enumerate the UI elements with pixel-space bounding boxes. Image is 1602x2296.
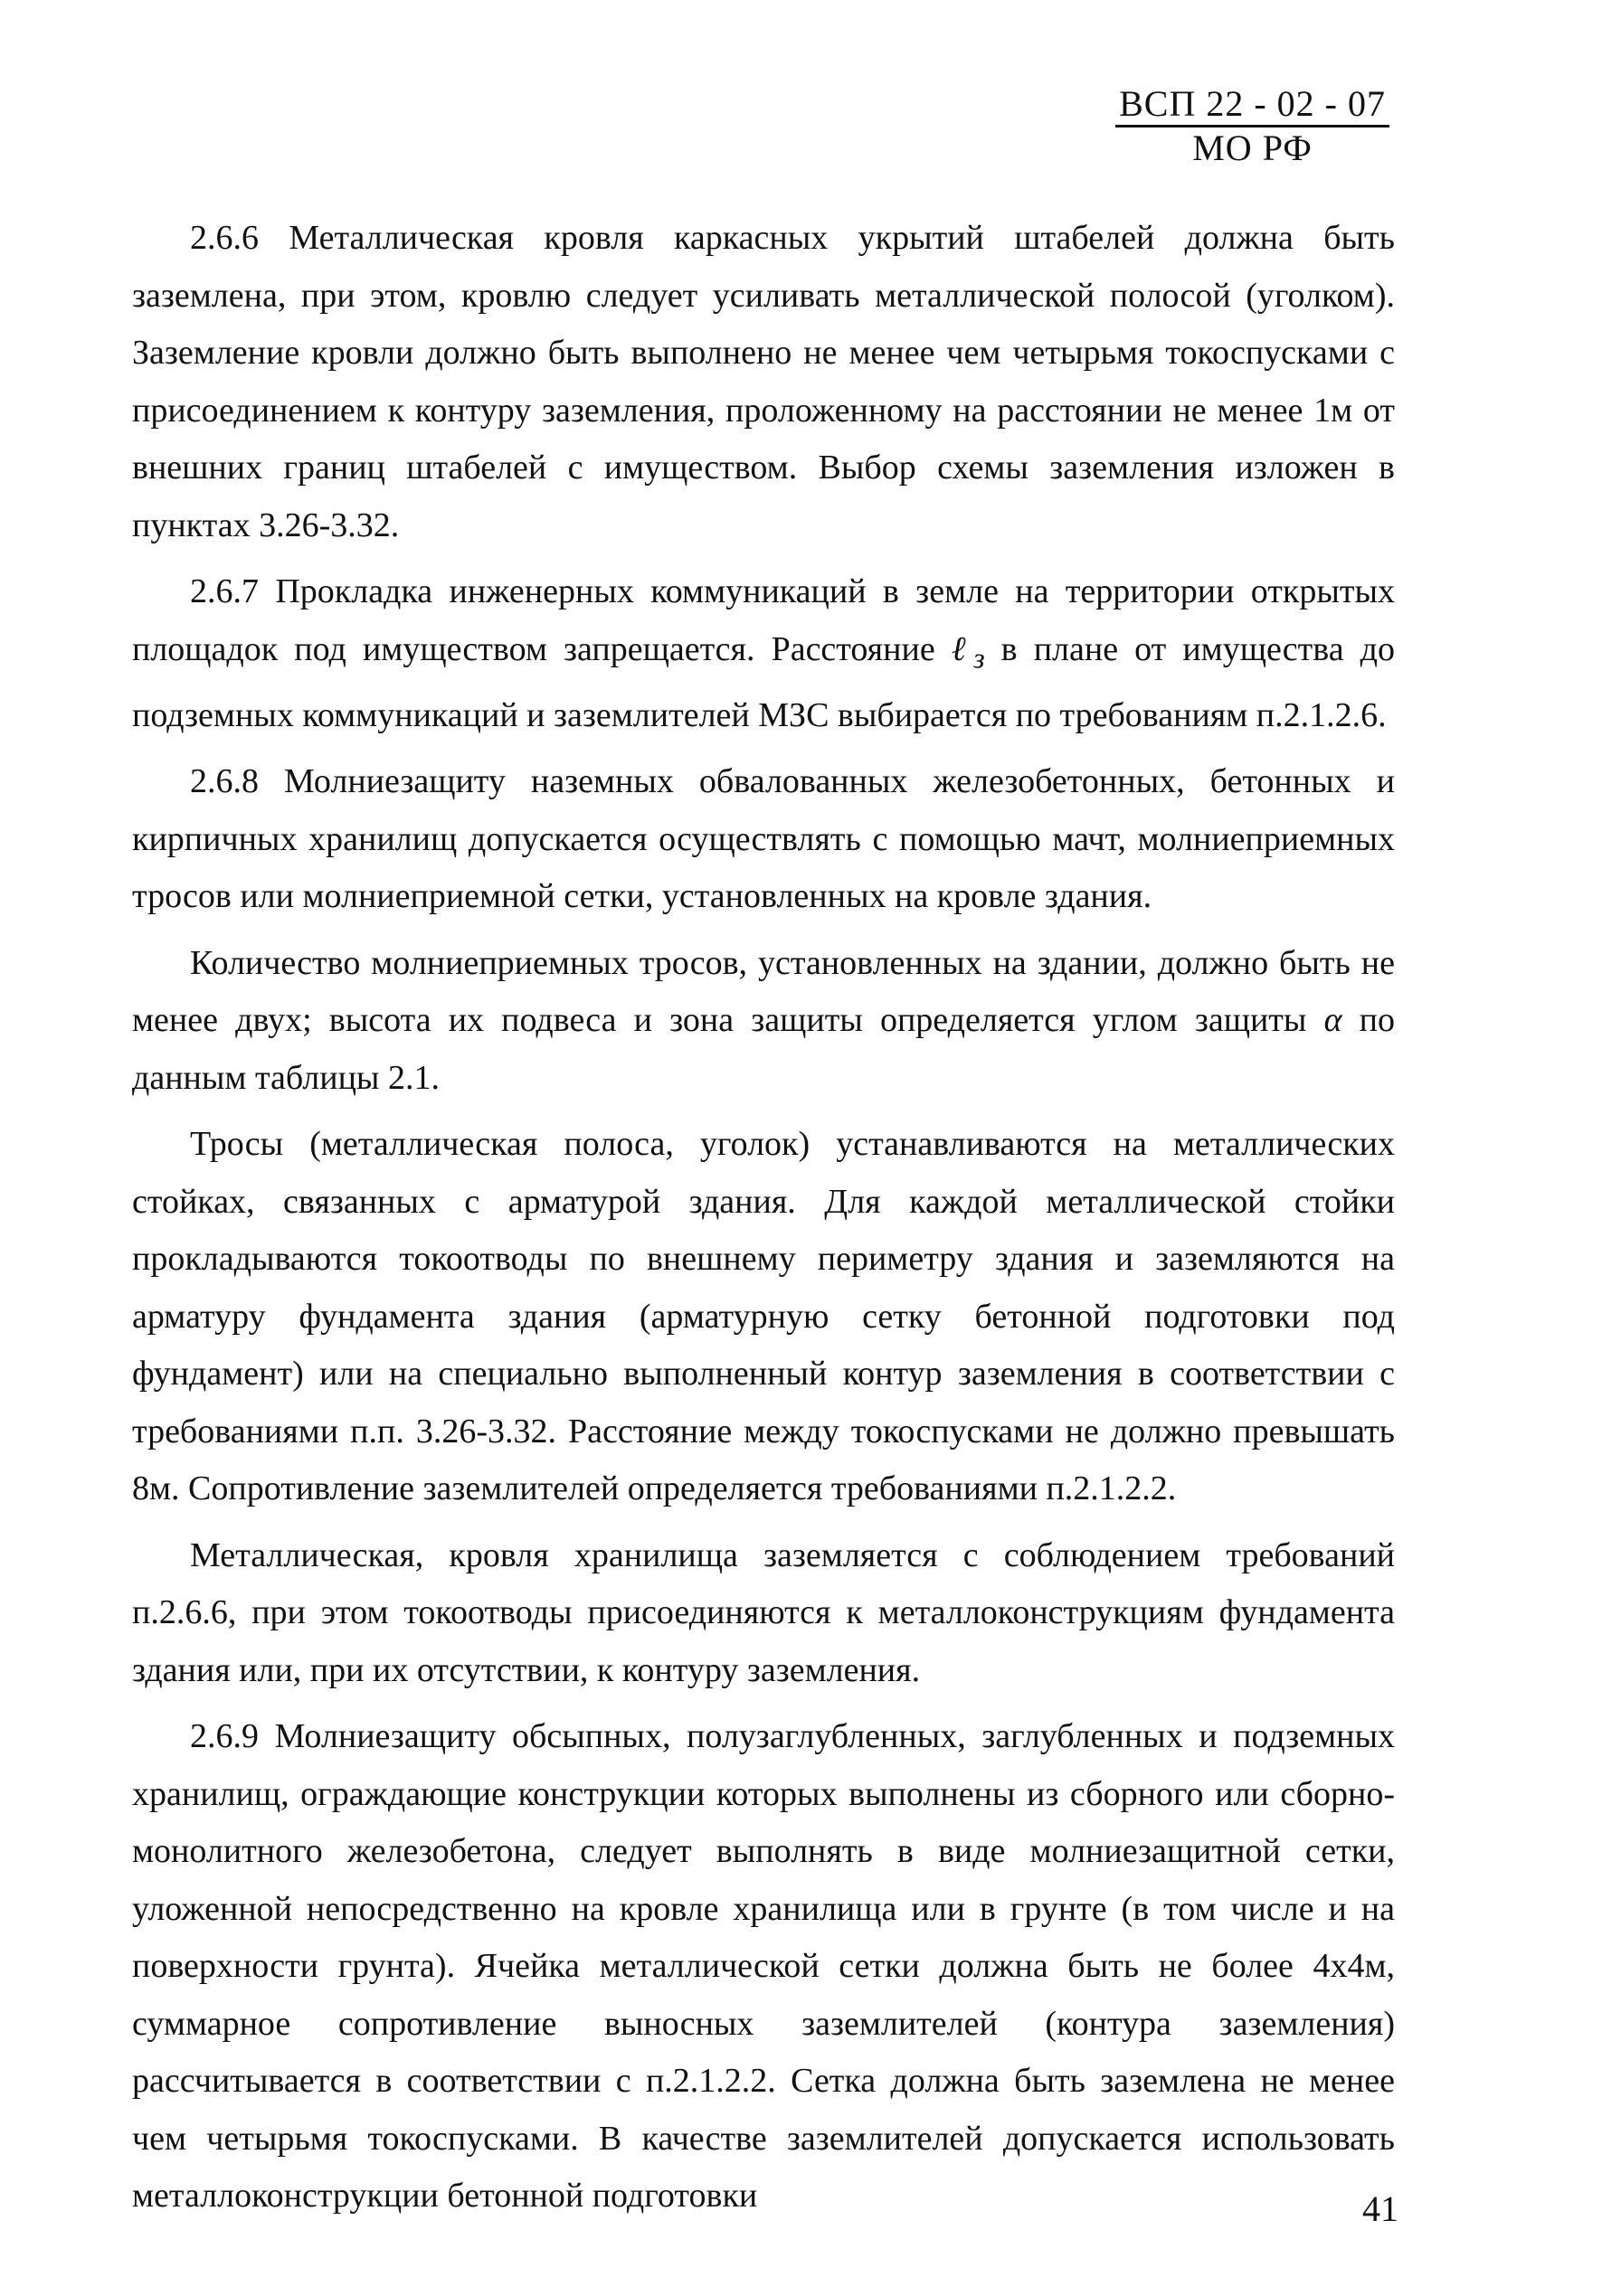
paragraph-2-6-7 [132,563,1395,744]
paragraph-text: 2.6.7 Прокладка инженерных коммуникаций в земле на территории открытых площадок под имуществом запрещается. Расстояние [132,572,1395,668]
paragraph-2-6-8: 2.6.8 Молниезащиту наземных обвалованных железобетонных, бетонных и кирпичных хранилищ допускается осуществлять с помощью мачт, молниеприемных тросов или молниеприемной сетки, установленных на кровле здания. [132,762,1395,916]
body-text [132,210,1395,2235]
distance-symbol-subscript: з [973,642,985,675]
document-organization: МО РФ [1192,128,1313,168]
paragraph-2-6-9: 2.6.9 Молниезащиту обсыпных, полузаглубленных, заглубленных и подземных хранилищ, ограждающие конструкции которых выполнены из сборного или сборно-монолитного железобетона, следует выполнять в виде молниезащитной сетки, уложенной непосредственно на кровле хранилища или в грунте (в том числе и на поверхности грунта). Ячейка металлической сетки должна быть не более 4х4м, суммарное сопротивление выносных заземлителей (контура заземления) рассчитывается в соответствии с п.2.1.2.2. Сетка должна быть заземлена не менее чем четырьмя токоспусками. В качестве заземлителей допускается использовать металлоконструкции бетонной подготовки [132,1717,1395,2216]
paragraph-cables: Тросы (металлическая полоса, уголок) устанавливаются на металлических стойках, связанных с арматурой здания. Для каждой металлической стойки прокладываются токоотводы по внешнему периметру здания и заземляются на арматуру фундамента здания (арматурную сетку бетонной подготовки под фундамент) или на специально выполненный контур заземления в соответствии с требованиями п.п. 3.26-3.32. Расстояние между токоспусками не должно превышать 8м. Сопротивление заземлителей определяется требованиями п.2.1.2.2. [132,1125,1395,1508]
paragraph-text: по данным таблицы 2.1. [132,1001,1396,1097]
paragraph-2-6-6: 2.6.6 Металлическая кровля каркасных укрытий штабелей должна быть заземлена, при этом, кровлю следует усиливать металлической полосой (уголком). Заземление кровли должно быть выполнено не менее чем четырьмя токоспусками с присоединением к контуру заземления, проложенному на расстоянии не менее 1м от внешних границ штабелей с имуществом. Выбор схемы заземления изложен в пунктах 3.26-3.32. [132,219,1395,544]
document-code: ВСП 22 - 02 - 07 [1115,83,1389,128]
distance-symbol: ℓ [951,629,974,668]
angle-symbol: α [1323,1001,1342,1040]
page-number: 41 [1362,2188,1398,2229]
paragraph-cable-count [132,935,1395,1108]
document-header [1115,83,1389,169]
paragraph-metal-roof: Металлическая, кровля хранилища заземляется с соблюдением требований п.2.6.6, при этом токоотводы присоединяются к металлоконструкциям фундамента здания или, при их отсутствии, к контуру заземления. [132,1535,1395,1689]
paragraph-text: Количество молниеприемных тросов, установленных на здании, должно быть не менее двух; высота их подвеса и зона защиты определяется углом защиты [132,943,1395,1040]
paragraph-text: в плане от имущества до подземных коммуникаций и заземлителей МЗС выбирается по требованиям п.2.1.2.6. [132,629,1395,734]
